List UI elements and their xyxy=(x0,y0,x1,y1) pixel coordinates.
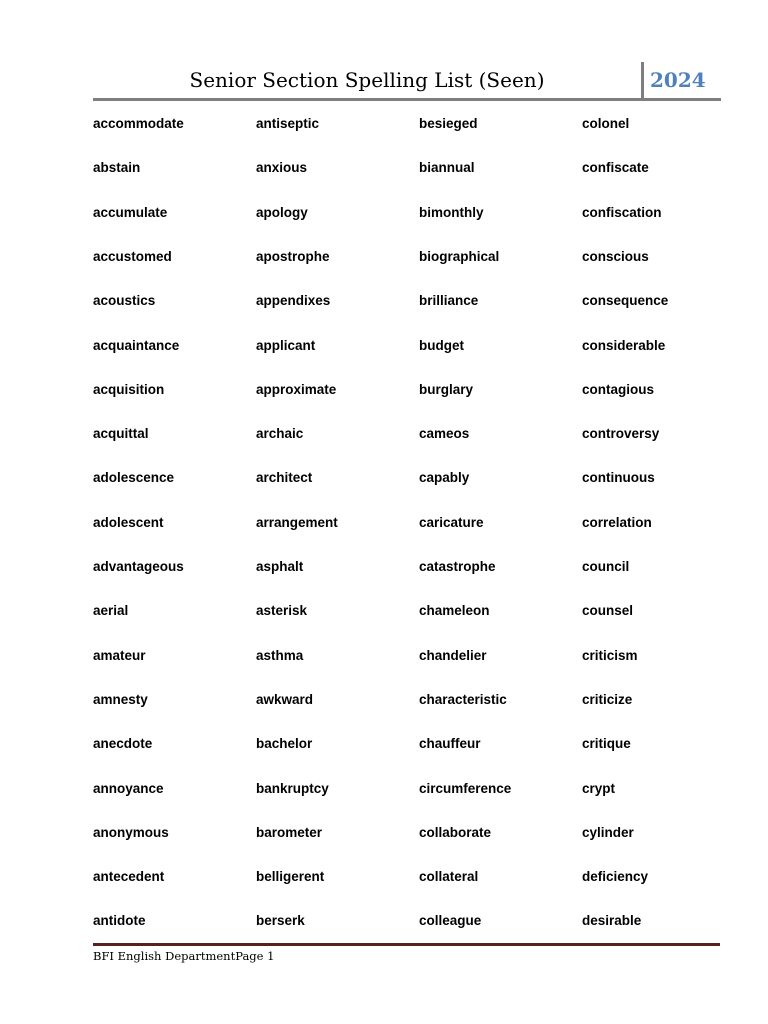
spelling-word: collaborate xyxy=(419,824,492,840)
spelling-word: annoyance xyxy=(93,780,164,796)
spelling-word: colonel xyxy=(582,116,630,131)
spelling-word: apostrophe xyxy=(256,248,330,264)
spelling-word: desirable xyxy=(582,913,642,929)
spelling-word: contagious xyxy=(582,381,655,397)
spelling-word: characteristic xyxy=(419,691,507,707)
spelling-word: acquisition xyxy=(93,381,165,397)
spelling-word: abstain xyxy=(93,160,141,176)
spelling-word: criticism xyxy=(582,647,638,663)
spelling-word: antecedent xyxy=(93,869,165,885)
header-divider xyxy=(641,62,644,98)
spelling-word: capably xyxy=(419,470,470,486)
spelling-word: acoustics xyxy=(93,293,156,309)
spelling-word: bimonthly xyxy=(419,204,484,220)
spelling-word: belligerent xyxy=(256,869,325,885)
spelling-word: arrangement xyxy=(256,514,338,530)
spelling-word: criticize xyxy=(582,691,633,707)
spelling-word: antidote xyxy=(93,913,146,929)
spelling-word: considerable xyxy=(582,337,666,353)
spelling-word: anxious xyxy=(256,160,308,176)
spelling-word: confiscate xyxy=(582,160,649,176)
spelling-word: burglary xyxy=(419,381,474,397)
spelling-word: aerial xyxy=(93,603,129,619)
footer-page-label: Page 1 xyxy=(235,949,275,963)
spelling-word: accustomed xyxy=(93,248,172,264)
page-footer xyxy=(93,947,274,965)
spelling-word: apology xyxy=(256,204,308,220)
spelling-word: architect xyxy=(256,470,313,486)
spelling-word: anecdote xyxy=(93,736,153,752)
spelling-word: antiseptic xyxy=(256,116,320,131)
spelling-word: barometer xyxy=(256,824,323,840)
spelling-word: adolescent xyxy=(93,514,164,530)
spelling-word: acquaintance xyxy=(93,337,180,353)
spelling-word: asterisk xyxy=(256,603,308,619)
spelling-word: bachelor xyxy=(256,736,313,752)
spelling-word: amateur xyxy=(93,647,146,663)
spelling-word: acquittal xyxy=(93,426,149,442)
spelling-word: appendixes xyxy=(256,293,331,309)
spelling-word: continuous xyxy=(582,470,655,486)
spelling-word: accommodate xyxy=(93,116,184,131)
spelling-word: correlation xyxy=(582,514,652,530)
spelling-word: awkward xyxy=(256,691,314,707)
spelling-word: asthma xyxy=(256,647,304,663)
spelling-word: counsel xyxy=(582,603,634,619)
spelling-word: asphalt xyxy=(256,559,304,574)
spelling-word: accumulate xyxy=(93,204,168,220)
spelling-word: catastrophe xyxy=(419,559,496,574)
spelling-word: biannual xyxy=(419,160,475,176)
spelling-word: critique xyxy=(582,736,631,752)
spelling-word: colleague xyxy=(419,913,482,929)
footer-department: BFI English Department xyxy=(93,949,236,963)
spelling-word: chandelier xyxy=(419,647,487,663)
spelling-word: deficiency xyxy=(582,869,649,885)
spelling-word: bankruptcy xyxy=(256,780,329,796)
spelling-word: amnesty xyxy=(93,691,148,707)
spelling-word: crypt xyxy=(582,780,616,796)
page-title: Senior Section Spelling List (Seen) xyxy=(189,68,545,92)
spelling-word: approximate xyxy=(256,381,337,397)
spelling-word: consequence xyxy=(582,293,669,309)
spelling-word: confiscation xyxy=(582,204,662,220)
spelling-word: advantageous xyxy=(93,559,184,574)
spelling-word: conscious xyxy=(582,248,649,264)
spelling-word: brilliance xyxy=(419,293,479,309)
footer-rule xyxy=(93,943,720,946)
spelling-word: budget xyxy=(419,337,464,353)
spelling-word: circumference xyxy=(419,780,512,796)
spelling-word: caricature xyxy=(419,514,484,530)
spelling-word: cameos xyxy=(419,426,470,442)
spelling-word: besieged xyxy=(419,116,478,131)
spelling-word: adolescence xyxy=(93,470,175,486)
spelling-word: chameleon xyxy=(419,603,490,619)
page-header xyxy=(93,62,721,101)
header-year: 2024 xyxy=(650,68,706,92)
spelling-word: applicant xyxy=(256,337,316,353)
spelling-word: archaic xyxy=(256,426,304,442)
spelling-word: cylinder xyxy=(582,824,634,840)
spelling-word: biographical xyxy=(419,248,500,264)
spelling-word: collateral xyxy=(419,869,479,885)
spelling-word: controversy xyxy=(582,426,660,442)
spelling-word: berserk xyxy=(256,913,305,929)
spelling-word: anonymous xyxy=(93,824,169,840)
spelling-word: chauffeur xyxy=(419,736,481,752)
spelling-word: council xyxy=(582,559,630,574)
